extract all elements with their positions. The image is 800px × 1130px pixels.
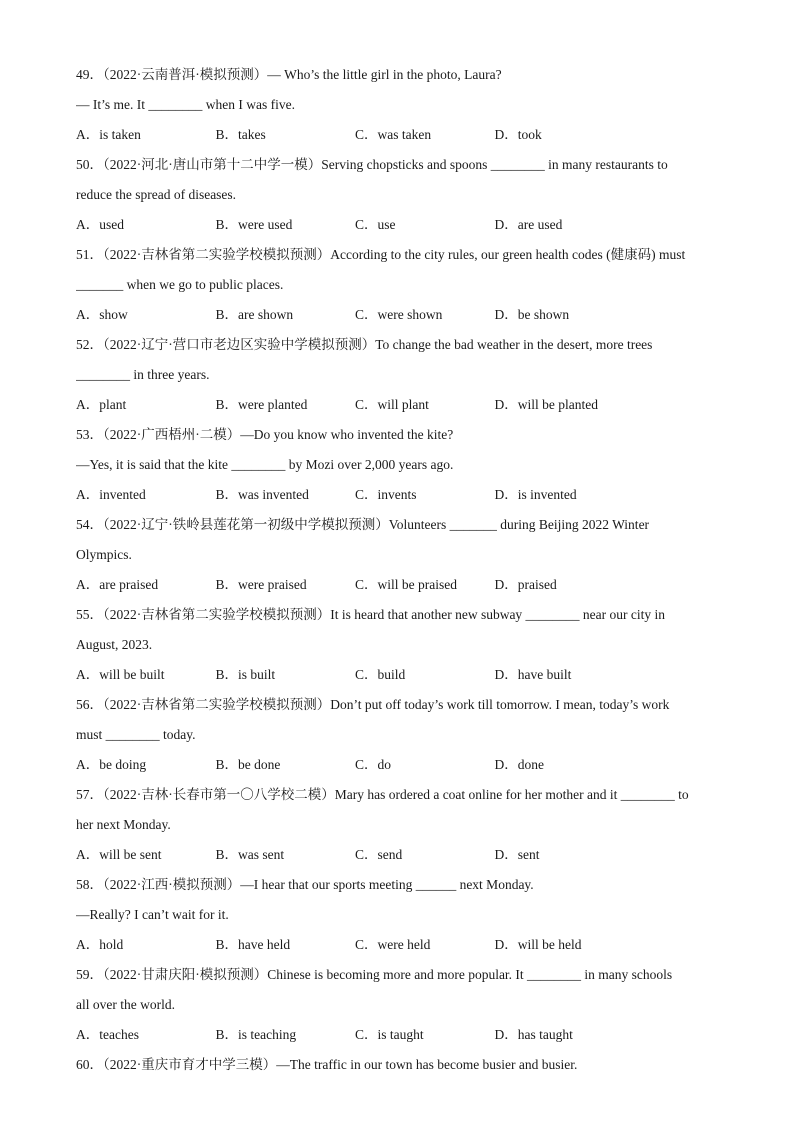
- answer-options: [76, 120, 726, 150]
- answer-options: [76, 930, 726, 960]
- answer-option-a[interactable]: A．are praised: [76, 577, 159, 592]
- question-block: [76, 60, 726, 150]
- answer-option-d[interactable]: D．sent: [494, 847, 540, 862]
- answer-option-b[interactable]: B．was invented: [215, 487, 309, 502]
- answer-option-a[interactable]: A．be doing: [76, 757, 147, 772]
- question-stem: 57．（2022·吉林·长春市第一〇八学校二模）Mary has ordered a coat online for her mother and it ________ to: [76, 787, 689, 802]
- question-block: [76, 150, 726, 240]
- question-block: [76, 240, 726, 330]
- question-stem: 54．（2022·辽宁·铁岭县莲花第一初级中学模拟预测）Volunteers _______ during Beijing 2022 Winter: [76, 517, 650, 532]
- question-stem: 59．（2022·甘肃庆阳·模拟预测）Chinese is becoming more and more popular. It ________ in many schools: [76, 967, 673, 982]
- question-stem: 50．（2022·河北·唐山市第十二中学一模）Serving chopsticks and spoons ________ in many restaurants to: [76, 157, 668, 172]
- answer-option-a[interactable]: A．plant: [76, 397, 127, 412]
- question-text-line: must ________ today.: [76, 727, 196, 742]
- answer-option-b[interactable]: B．be done: [215, 757, 281, 772]
- exam-page: [76, 60, 726, 1080]
- question-block: [76, 870, 726, 960]
- question-text-line: August, 2023.: [76, 637, 153, 652]
- answer-option-a[interactable]: A．show: [76, 307, 128, 322]
- answer-option-b[interactable]: B．is teaching: [215, 1027, 297, 1042]
- answer-option-d[interactable]: D．be shown: [494, 307, 570, 322]
- question-text-line: her next Monday.: [76, 817, 171, 832]
- answer-option-a[interactable]: A．invented: [76, 487, 146, 502]
- question-stem: 58．（2022·江西·模拟预测）—I hear that our sports meeting ______ next Monday.: [76, 877, 534, 892]
- answer-option-c[interactable]: C．were shown: [355, 307, 443, 322]
- answer-option-c[interactable]: C．invents: [355, 487, 417, 502]
- answer-option-c[interactable]: C．were held: [355, 937, 431, 952]
- question-block: [76, 690, 726, 780]
- answer-option-b[interactable]: B．are shown: [215, 307, 294, 322]
- answer-option-c[interactable]: C．will plant: [355, 397, 429, 412]
- answer-option-d[interactable]: D．is invented: [494, 487, 577, 502]
- question-stem: 52．（2022·辽宁·营口市老边区实验中学模拟预测）To change the bad weather in the desert, more trees: [76, 337, 653, 352]
- question-stem: 56．（2022·吉林省第二实验学校模拟预测）Don’t put off today’s work till tomorrow. I mean, today’s work: [76, 697, 670, 712]
- question-text-line: ________ in three years.: [76, 367, 210, 382]
- question-block: [76, 780, 726, 870]
- question-stem: 53．（2022·广西梧州·二模）—Do you know who invented the kite?: [76, 427, 454, 442]
- answer-options: [76, 210, 726, 240]
- answer-option-d[interactable]: D．have built: [494, 667, 572, 682]
- answer-option-a[interactable]: A．hold: [76, 937, 124, 952]
- answer-options: [76, 660, 726, 690]
- answer-option-c[interactable]: C．build: [355, 667, 406, 682]
- answer-option-b[interactable]: B．were planted: [215, 397, 308, 412]
- answer-options: [76, 750, 726, 780]
- answer-option-b[interactable]: B．was sent: [215, 847, 285, 862]
- answer-option-c[interactable]: C．send: [355, 847, 403, 862]
- question-stem: 49．（2022·云南普洱·模拟预测）— Who’s the little girl in the photo, Laura?: [76, 67, 502, 82]
- answer-option-b[interactable]: B．takes: [215, 127, 266, 142]
- answer-options: [76, 570, 726, 600]
- question-stem: 60．（2022·重庆市育才中学三模）—The traffic in our town has become busier and busier.: [76, 1057, 578, 1072]
- question-block: [76, 600, 726, 690]
- answer-options: [76, 1020, 726, 1050]
- question-text-line: reduce the spread of diseases.: [76, 187, 237, 202]
- question-block: [76, 330, 726, 420]
- answer-option-a[interactable]: A．will be built: [76, 667, 165, 682]
- answer-option-d[interactable]: D．praised: [494, 577, 557, 592]
- question-block: [76, 1050, 726, 1080]
- question-text-line: —Yes, it is said that the kite ________ by Mozi over 2,000 years ago.: [76, 457, 454, 472]
- answer-option-d[interactable]: D．are used: [494, 217, 563, 232]
- answer-option-d[interactable]: D．took: [494, 127, 542, 142]
- question-stem: 51．（2022·吉林省第二实验学校模拟预测）According to the city rules, our green health codes (健康码) must: [76, 247, 686, 262]
- answer-options: [76, 840, 726, 870]
- answer-option-d[interactable]: D．will be planted: [494, 397, 598, 412]
- answer-option-a[interactable]: A．will be sent: [76, 847, 162, 862]
- answer-option-c[interactable]: C．will be praised: [355, 577, 457, 592]
- answer-option-b[interactable]: B．have held: [215, 937, 291, 952]
- question-block: [76, 420, 726, 510]
- answer-option-d[interactable]: D．has taught: [494, 1027, 573, 1042]
- answer-option-c[interactable]: C．was taken: [355, 127, 432, 142]
- question-block: [76, 510, 726, 600]
- answer-option-d[interactable]: D．done: [494, 757, 544, 772]
- question-text-line: —Really? I can’t wait for it.: [76, 907, 229, 922]
- question-text-line: _______ when we go to public places.: [76, 277, 284, 292]
- question-text-line: — It’s me. It ________ when I was five.: [76, 97, 295, 112]
- answer-option-d[interactable]: D．will be held: [494, 937, 582, 952]
- answer-option-b[interactable]: B．were used: [215, 217, 293, 232]
- answer-option-c[interactable]: C．do: [355, 757, 392, 772]
- answer-options: [76, 480, 726, 510]
- answer-option-a[interactable]: A．used: [76, 217, 124, 232]
- question-block: [76, 960, 726, 1050]
- question-text-line: all over the world.: [76, 997, 175, 1012]
- answer-option-a[interactable]: A．teaches: [76, 1027, 139, 1042]
- answer-option-b[interactable]: B．were praised: [215, 577, 307, 592]
- answer-options: [76, 390, 726, 420]
- question-stem: 55．（2022·吉林省第二实验学校模拟预测）It is heard that another new subway ________ near our city in: [76, 607, 666, 622]
- answer-option-a[interactable]: A．is taken: [76, 127, 141, 142]
- answer-option-c[interactable]: C．use: [355, 217, 396, 232]
- answer-option-c[interactable]: C．is taught: [355, 1027, 424, 1042]
- answer-option-b[interactable]: B．is built: [215, 667, 276, 682]
- question-text-line: Olympics.: [76, 547, 132, 562]
- answer-options: [76, 300, 726, 330]
